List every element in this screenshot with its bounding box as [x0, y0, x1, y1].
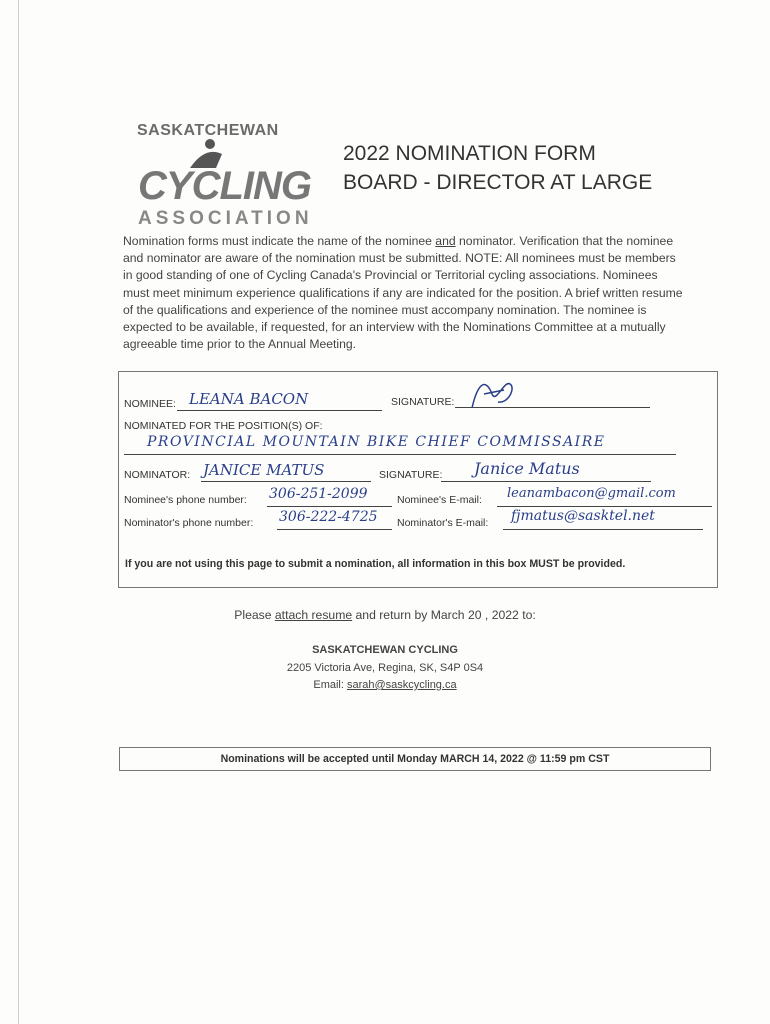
intro-text-2: nominator. Verification that the nominee and nominator are aware of the nomination must be submitted. NOTE: All nominees must be members in good standing of one of Cycling Canada's Provincial or Territorial cycling associations. Nominees must meet minimum experience qualifications if any are indicated for the position. A brief written resume of the qualifications and experience of the nominee must accompany nomination. The nominee is expected to be available, if requested, for an interview with the Nominations Committee at a mutually agreeable time prior to the Annual Meeting.	[123, 234, 683, 352]
intro-paragraph	[123, 233, 683, 353]
form-subtitle: BOARD - DIRECTOR AT LARGE	[343, 171, 653, 194]
position-line	[124, 454, 676, 455]
association-logo	[120, 118, 325, 228]
nominator-signature-line	[441, 481, 651, 482]
nominee-label: NOMINEE:	[124, 398, 176, 410]
nominee-signature-label: SIGNATURE:	[391, 396, 455, 408]
nominee-email-line	[497, 506, 712, 507]
nominator-label: NOMINATOR:	[124, 469, 191, 481]
instructions-prefix: Please	[234, 608, 275, 622]
nominator-email-label: Nominator's E-mail:	[397, 517, 489, 529]
nominator-field[interactable]: JANICE MATUS	[203, 461, 325, 479]
deadline-text: Nominations will be accepted until Monday MARCH 14, 2022 @ 11:59 pm CST	[220, 753, 610, 765]
nominator-signature-label: SIGNATURE:	[379, 469, 443, 481]
email-link[interactable]: sarah@saskcycling.ca	[347, 679, 457, 691]
nominee-line	[177, 410, 382, 411]
email-label: Email:	[313, 679, 347, 691]
org-email-line	[0, 679, 770, 691]
logo-bottom-text: ASSOCIATION	[138, 208, 313, 229]
attach-resume-link[interactable]: attach resume	[274, 608, 353, 622]
position-label: NOMINATED FOR THE POSITION(S) OF:	[124, 420, 323, 432]
logo-top-text: SASKATCHEWAN	[137, 122, 279, 139]
nominee-phone-label: Nominee's phone number:	[124, 494, 247, 506]
nominator-signature-field[interactable]: Janice Matus	[474, 459, 580, 478]
nominee-field[interactable]: LEANA BACON	[189, 390, 309, 408]
box-requirement-note: If you are not using this page to submit a nomination, all information in this box MUST be provided.	[125, 558, 626, 570]
intro-underlined: and	[435, 234, 456, 248]
form-title: 2022 NOMINATION FORM	[343, 142, 596, 165]
org-address: 2205 Victoria Ave, Regina, SK, S4P 0S4	[286, 662, 484, 674]
nominee-email-label: Nominee's E-mail:	[397, 494, 482, 506]
org-name: SASKATCHEWAN CYCLING	[312, 644, 458, 656]
intro-text-1: Nomination forms must indicate the name of the nominee	[123, 234, 436, 248]
nominee-signature-mark[interactable]	[464, 374, 524, 414]
return-instructions	[0, 608, 770, 622]
page-edge	[18, 0, 19, 1024]
instructions-suffix: and return by March 20 , 2022 to:	[352, 608, 536, 622]
nominator-phone-field[interactable]: 306-222-4725	[279, 509, 378, 525]
deadline-box	[119, 747, 711, 771]
nominator-email-field[interactable]: fjmatus@sasktel.net	[511, 508, 655, 524]
nominator-phone-line	[277, 529, 392, 530]
logo-middle-text: CYCLING	[138, 164, 311, 208]
nominee-phone-line	[267, 506, 392, 507]
nominator-line	[201, 481, 371, 482]
position-field[interactable]: PROVINCIAL MOUNTAIN BIKE CHIEF COMMISSAIRE	[147, 434, 606, 450]
nominee-phone-field[interactable]: 306-251-2099	[269, 486, 368, 502]
nominee-email-field[interactable]: leanambacon@gmail.com	[507, 486, 676, 501]
nominator-phone-label: Nominator's phone number:	[124, 517, 254, 529]
nominator-email-line	[503, 529, 703, 530]
nomination-box	[118, 371, 718, 588]
